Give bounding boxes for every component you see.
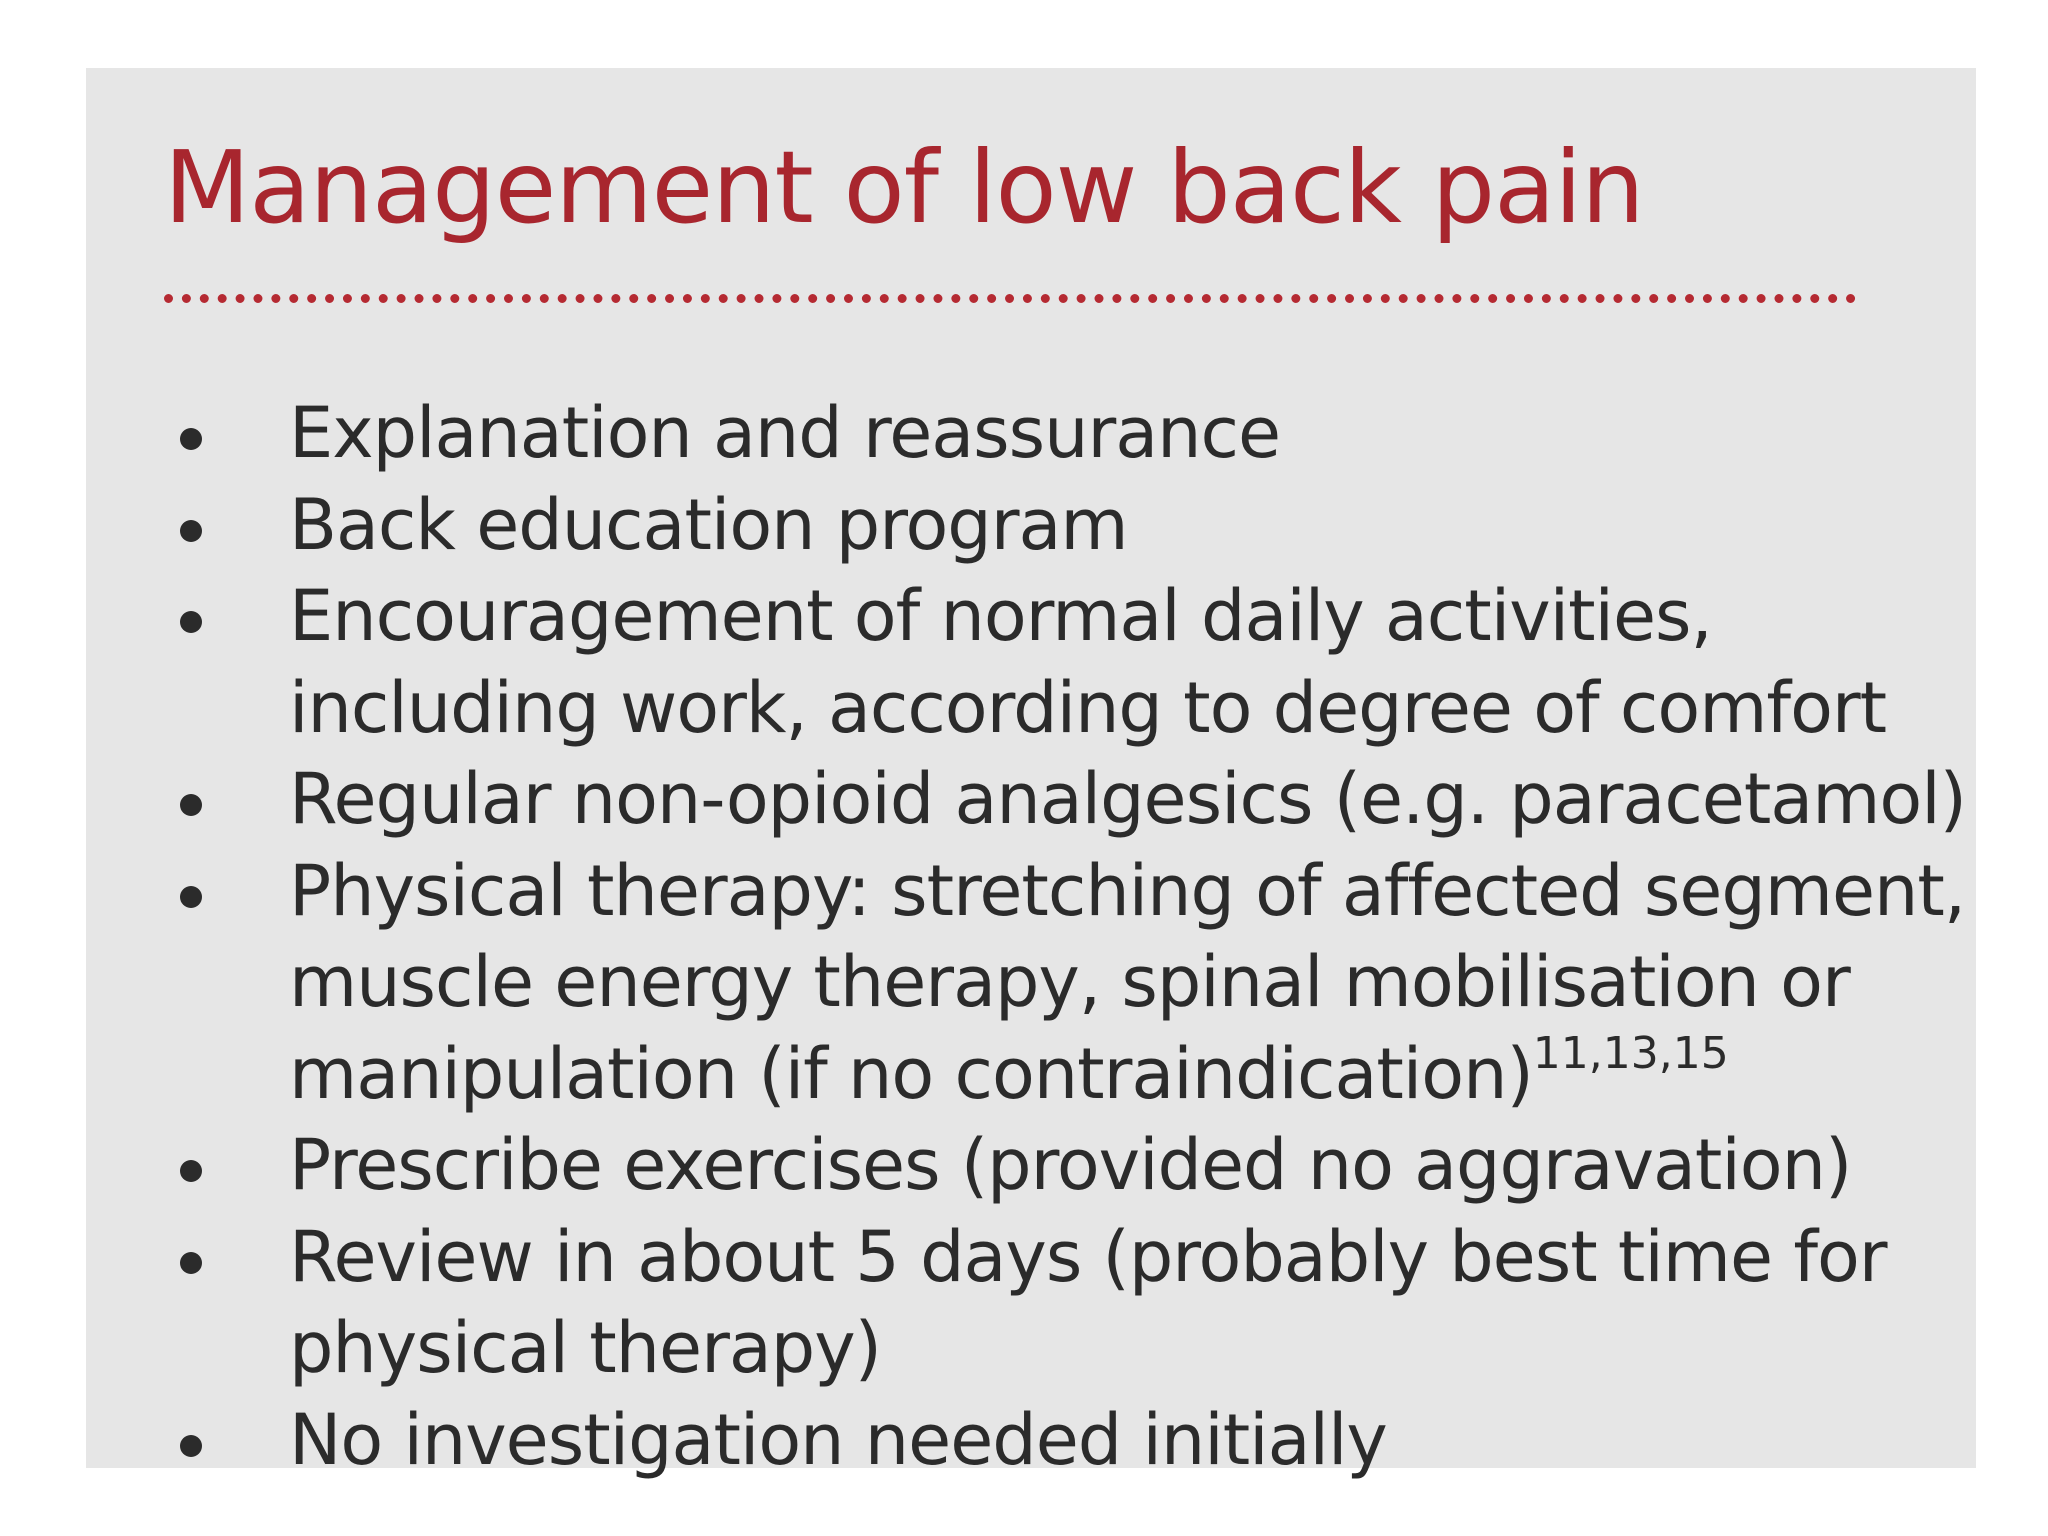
list-item (164, 1212, 1954, 1395)
list-item-text: Review in about 5 days (probably best time for (289, 1215, 1887, 1298)
list-item-text: Back education program (289, 483, 1128, 566)
list-item-text: Prescribe exercises (provided no aggravation) (289, 1124, 1852, 1206)
list-item-text-with-reference (289, 1029, 1954, 1121)
reference-superscript: 11,13,15 (1532, 1027, 1729, 1079)
list-item-text: muscle energy therapy, spinal mobilisation or (289, 941, 1850, 1023)
list-item-text: including work, according to degree of comfort (289, 666, 1887, 749)
list-item-text: manipulation (if no contraindication) (289, 1032, 1533, 1115)
list-item (164, 480, 1954, 572)
list-item (164, 571, 1954, 754)
bullet-icon (180, 1435, 202, 1457)
bullet-icon (180, 794, 202, 816)
list-item-text: No investigation needed initially (289, 1398, 1387, 1481)
list-item-text: Physical therapy: stretching of affected segment, (289, 849, 1966, 932)
management-box (86, 68, 1976, 1481)
list-item (164, 1395, 1954, 1487)
list-item-text: Encouragement of normal daily activities, (289, 575, 1712, 657)
bullet-icon (180, 611, 202, 633)
bullet-icon (180, 886, 202, 908)
list-item-text: physical therapy) (289, 1307, 881, 1389)
list-item (164, 1120, 1954, 1212)
bullet-icon (180, 428, 202, 450)
list-item-text: Regular non-opioid analgesics (e.g. paracetamol) (289, 758, 1966, 840)
list-item (164, 754, 1966, 846)
list-item (164, 388, 1954, 480)
box-title: Management of low back pain (164, 129, 1644, 246)
list-item (164, 846, 1966, 1121)
list-item-text: Explanation and reassurance (289, 392, 1281, 474)
management-list (164, 388, 1966, 1486)
bullet-icon (180, 1252, 202, 1274)
dotted-divider (164, 294, 1856, 303)
bullet-icon (180, 1160, 202, 1182)
bullet-icon (180, 520, 202, 542)
